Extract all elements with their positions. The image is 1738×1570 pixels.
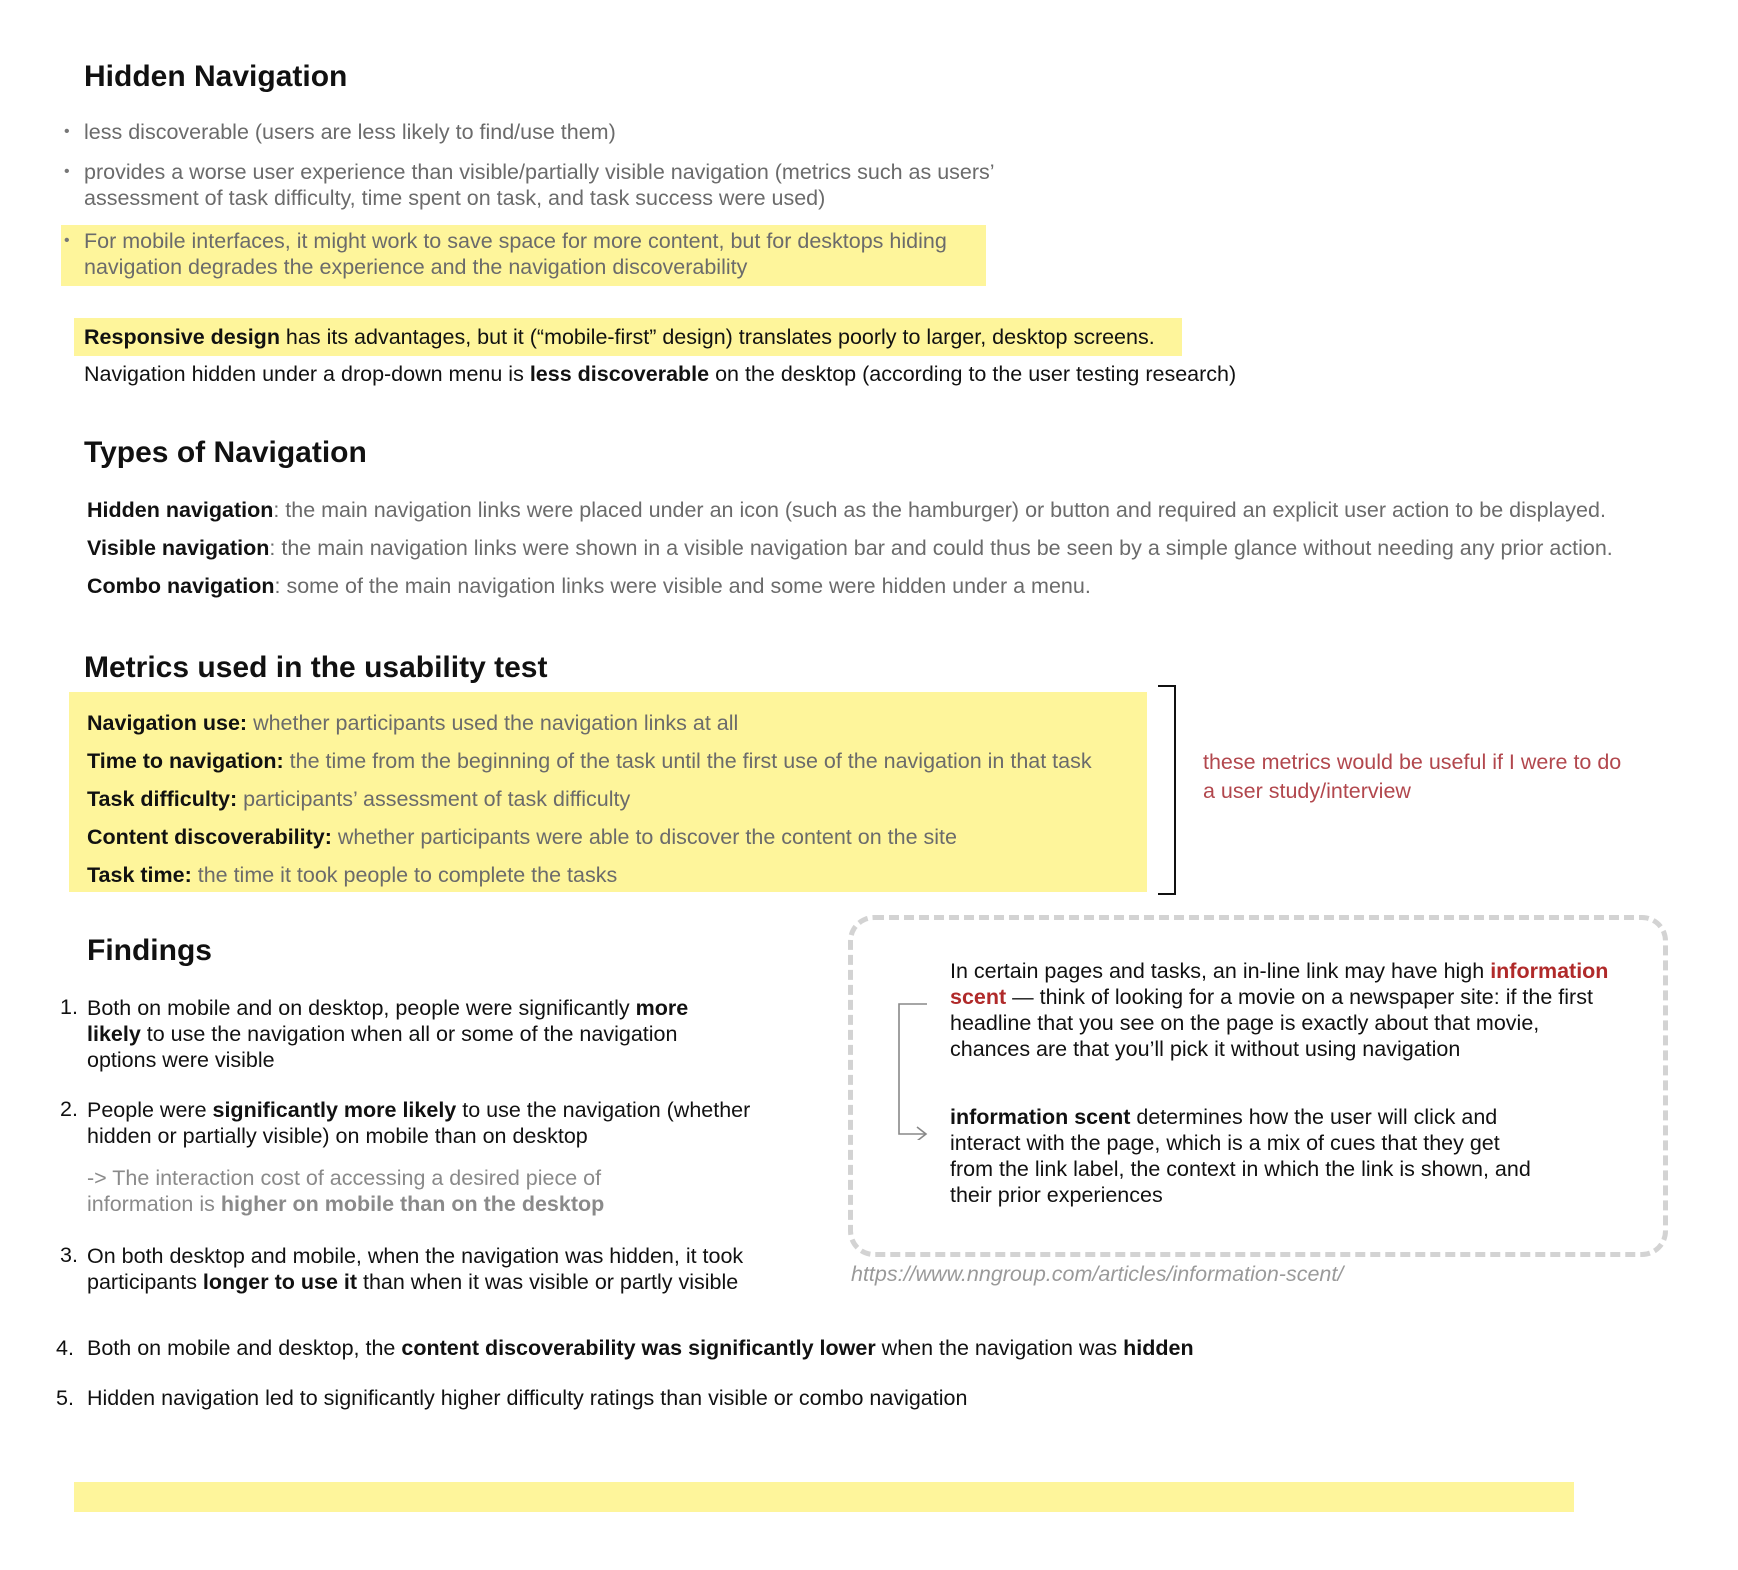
text-line: -> The interaction cost of accessing a desired piece of [87, 1166, 602, 1190]
finding-3 [87, 1243, 743, 1295]
text-span: : the main navigation links were placed under an icon (such as the hamburger) or button and required an explicit user action to be displayed. [273, 498, 1606, 522]
bold-term: Hidden navigation [87, 498, 274, 522]
list-number: 1. [60, 995, 78, 1019]
finding-2-note [87, 1165, 604, 1217]
finding-1 [87, 995, 688, 1073]
text-line: interact with the page, which is a mix of cues that they get [950, 1131, 1500, 1155]
text-span: when the navigation was [875, 1336, 1124, 1360]
text-line: navigation degrades the experience and the navigation discoverability [84, 255, 748, 279]
text-span: Both on mobile and desktop, the [87, 1336, 402, 1360]
text-line: a user study/interview [1203, 779, 1411, 803]
connector-arrow-icon [893, 1000, 933, 1140]
metric-navigation-use [87, 711, 738, 736]
text-line: options were visible [87, 1048, 275, 1072]
bold-term: Visible navigation [87, 536, 270, 560]
text-span: information is [87, 1192, 221, 1216]
bold-term: higher on mobile than on the desktop [220, 1192, 605, 1216]
text-span: Navigation hidden under a drop-down menu is [84, 362, 530, 386]
text-span: the time from the beginning of the task until the first use of the navigation in that task [283, 749, 1092, 773]
bold-term: Responsive design [84, 325, 280, 349]
text-span: : the main navigation links were shown in a visible navigation bar and could thus be seen by a simple glance without needing any prior action. [269, 536, 1613, 560]
bold-term: hidden [1123, 1336, 1194, 1360]
text-span: to use the navigation (whether [456, 1098, 751, 1122]
section-title-types: Types of Navigation [84, 436, 367, 469]
list-number: 4. [56, 1336, 74, 1360]
type-hidden [87, 498, 1606, 523]
bold-term: more [635, 996, 689, 1020]
bold-term: less discoverable [529, 362, 710, 386]
section-title-hidden-navigation: Hidden Navigation [84, 60, 348, 93]
bold-term: Navigation use: [87, 711, 248, 735]
text-line: On both desktop and mobile, when the navigation was hidden, it took [87, 1244, 744, 1268]
text-span: whether participants used the navigation links at all [247, 711, 739, 735]
bold-term: information scent [950, 1105, 1131, 1129]
bullet-icon: • [64, 163, 70, 180]
list-number: 2. [60, 1097, 78, 1121]
section-title-findings: Findings [87, 934, 212, 967]
type-visible [87, 536, 1613, 561]
text-span: to use the navigation when all or some of the navigation [140, 1022, 678, 1046]
type-combo [87, 574, 1091, 599]
highlighted-term: scent [950, 985, 1007, 1009]
text-span: the time it took people to complete the tasks [191, 863, 618, 887]
text-line: chances are that you’ll pick it without using navigation [950, 1037, 1461, 1061]
text-span: participants’ assessment of task difficulty [237, 787, 631, 811]
section-title-metrics: Metrics used in the usability test [84, 651, 548, 684]
bold-term: content discoverability was significantly lower [401, 1336, 876, 1360]
scent-paragraph-1 [950, 958, 1608, 1062]
text-span: — think of looking for a movie on a newspaper site: if the first [1006, 985, 1593, 1009]
text-span: In certain pages and tasks, an in-line link may have high [950, 959, 1491, 983]
bold-term: Task difficulty: [87, 787, 238, 811]
text-span: determines how the user will click and [1130, 1105, 1498, 1129]
text-line: their prior experiences [950, 1183, 1163, 1207]
metrics-note [1203, 748, 1621, 806]
list-number: 5. [56, 1386, 74, 1410]
text-span: has its advantages, but it (“mobile-first” design) translates poorly to larger, desktop screens. [279, 325, 1155, 349]
text-line: hidden or partially visible) on mobile than on desktop [87, 1124, 588, 1148]
text-span: whether participants were able to discover the content on the site [331, 825, 957, 849]
metric-content-discoverability [87, 825, 957, 850]
bullet-icon: • [64, 232, 70, 249]
finding-5: Hidden navigation led to significantly higher difficulty ratings than visible or combo navigation [87, 1386, 968, 1410]
bold-term: longer to use it [202, 1270, 358, 1294]
hidden-nav-point-2 [84, 159, 995, 211]
scent-paragraph-2 [950, 1104, 1531, 1208]
text-line: headline that you see on the page is exactly about that movie, [950, 1011, 1540, 1035]
text-span: participants [87, 1270, 203, 1294]
list-number: 3. [60, 1243, 78, 1267]
bullet-icon: • [64, 123, 70, 140]
text-line: assessment of task difficulty, time spent on task, and task success were used) [84, 186, 826, 210]
text-line: from the link label, the context in which the link is shown, and [950, 1157, 1531, 1181]
bold-term: Time to navigation: [87, 749, 284, 773]
metric-task-difficulty [87, 787, 630, 812]
bold-term: Content discoverability: [87, 825, 332, 849]
text-span: People were [87, 1098, 213, 1122]
bracket-icon [1158, 685, 1176, 895]
bold-term: Task time: [87, 863, 192, 887]
source-link[interactable]: https://www.nngroup.com/articles/information-scent/ [851, 1262, 1344, 1286]
text-span: : some of the main navigation links were visible and some were hidden under a menu. [274, 574, 1091, 598]
responsive-design-note [84, 325, 1155, 350]
metric-task-time [87, 863, 617, 888]
finding-2 [87, 1097, 750, 1149]
bold-term: likely [87, 1022, 141, 1046]
bold-term: Combo navigation [87, 574, 275, 598]
highlighted-term: information [1490, 959, 1609, 983]
text-span: Both on mobile and on desktop, people were significantly [87, 996, 636, 1020]
highlight-bar [74, 1482, 1574, 1512]
text-line: For mobile interfaces, it might work to save space for more content, but for desktops hiding [84, 229, 947, 253]
dropdown-note [84, 362, 1236, 387]
bold-term: significantly more likely [212, 1098, 457, 1122]
text-line: these metrics would be useful if I were to do [1203, 750, 1622, 774]
text-span: on the desktop (according to the user testing research) [709, 362, 1237, 386]
finding-4 [87, 1336, 1194, 1361]
hidden-nav-point-1: less discoverable (users are less likely to find/use them) [84, 120, 616, 144]
text-line: provides a worse user experience than visible/partially visible navigation (metrics such as users’ [84, 160, 995, 184]
hidden-nav-point-3 [84, 228, 947, 280]
text-span: than when it was visible or partly visible [357, 1270, 739, 1294]
metric-time-to-navigation [87, 749, 1092, 774]
